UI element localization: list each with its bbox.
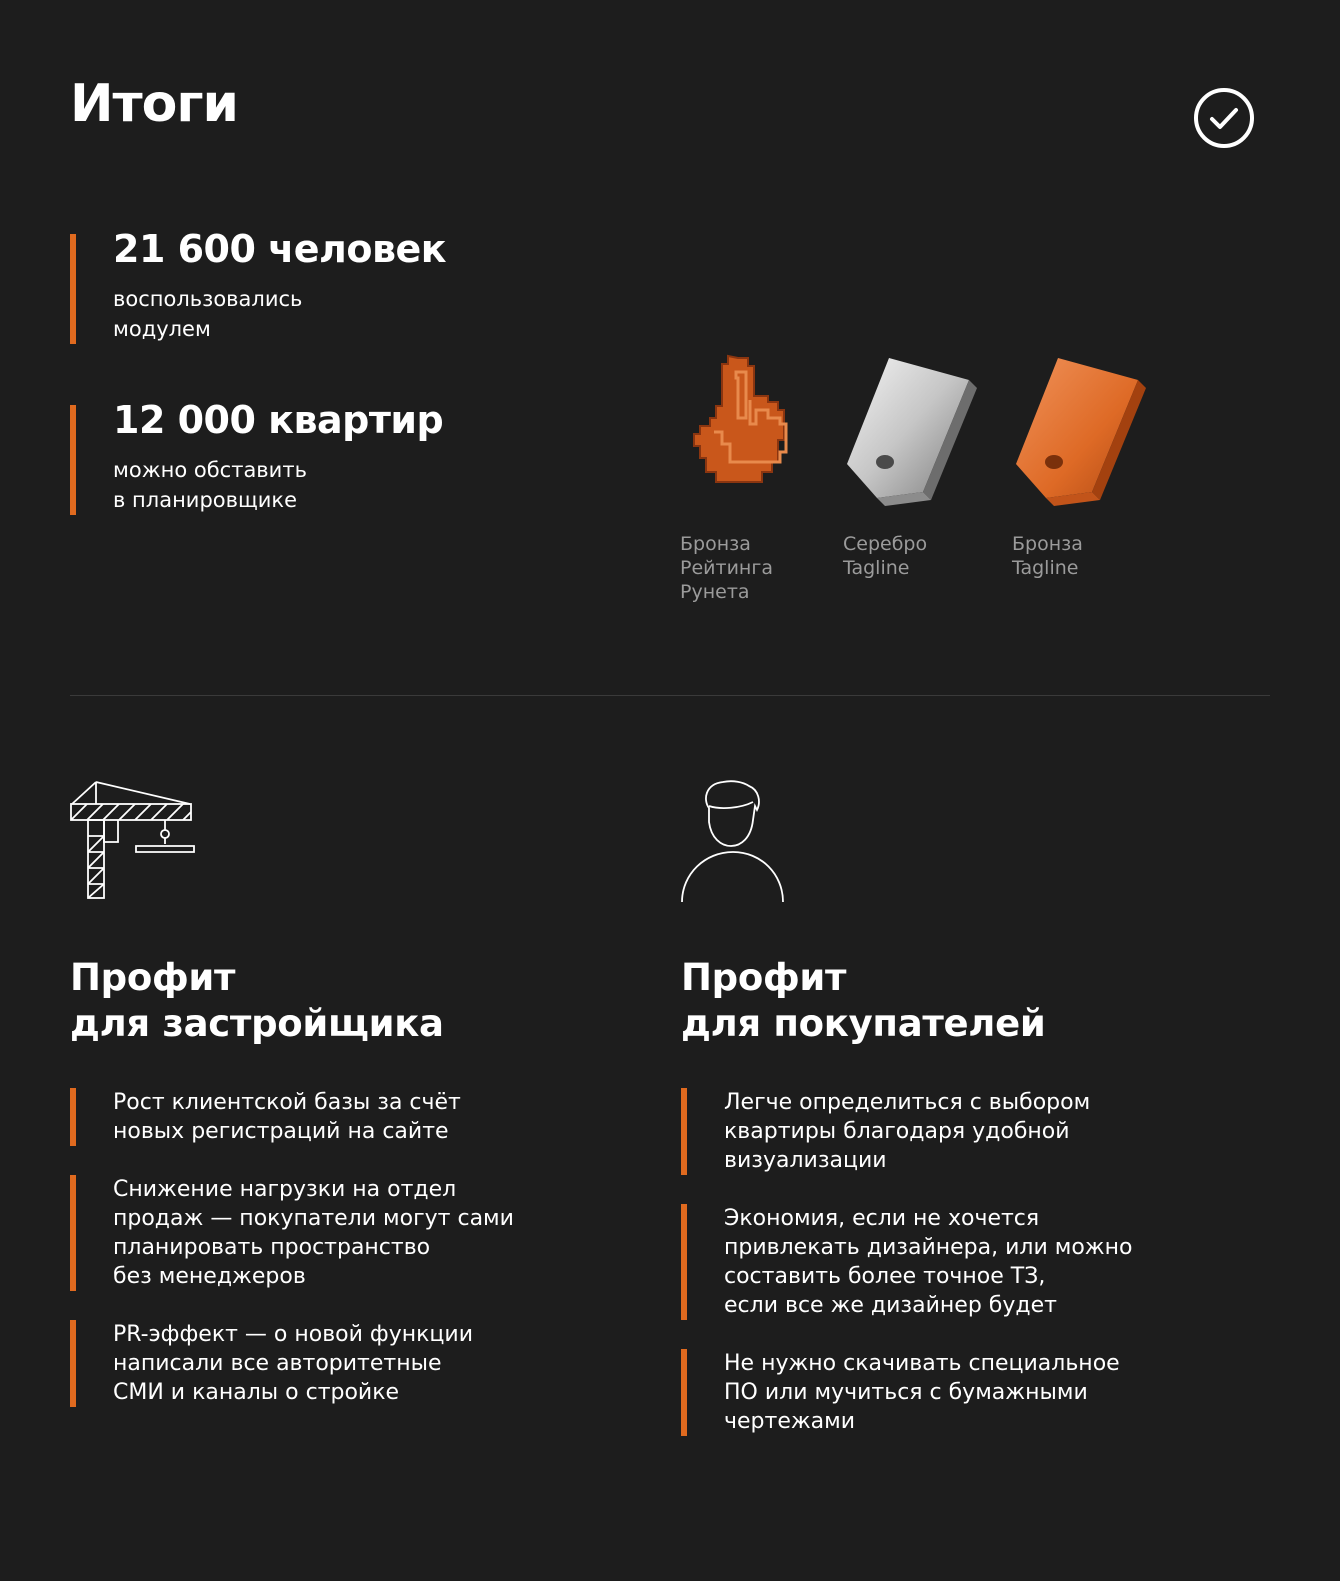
crane-icon — [70, 780, 195, 905]
buyers-title: Профит для покупателей — [681, 956, 1046, 1045]
stat-value: 21 600 человек — [113, 227, 447, 271]
developer-list — [70, 1088, 630, 1436]
award-tagline-silver — [843, 350, 993, 579]
stat-users — [70, 227, 447, 344]
page-title: Итоги — [70, 74, 238, 134]
award-label: Бронза Рейтинга Рунета — [680, 533, 773, 603]
award-tagline-bronze — [1012, 350, 1162, 579]
bronze-tag-icon — [1012, 350, 1152, 510]
stat-apartments — [70, 398, 444, 515]
person-icon — [681, 780, 786, 905]
list-item: PR-эффект — о новой функции написали все авторитетные СМИ и каналы о стройке — [70, 1320, 630, 1407]
buyers-column — [681, 780, 1241, 1434]
award-label: Бронза Tagline — [1012, 533, 1083, 579]
stat-caption: можно обставить в планировщике — [113, 458, 307, 512]
award-runet-bronze — [680, 350, 830, 603]
list-item: Не нужно скачивать специальное ПО или мучиться с бумажными чертежами — [681, 1349, 1241, 1436]
silver-tag-icon — [843, 350, 983, 510]
check-circle-icon — [1193, 87, 1255, 149]
pixel-hand-cursor-icon — [680, 350, 820, 510]
list-item: Легче определиться с выбором квартиры благодаря удобной визуализации — [681, 1088, 1241, 1175]
developer-title: Профит для застройщика — [70, 956, 444, 1045]
list-item: Снижение нагрузки на отдел продаж — покупатели могут сами планировать пространство без менеджеров — [70, 1175, 630, 1291]
list-item: Экономия, если не хочется привлекать дизайнера, или можно составить более точное ТЗ, если все же дизайнер будет — [681, 1204, 1241, 1320]
stat-caption: воспользовались модулем — [113, 287, 303, 341]
list-item: Рост клиентской базы за счёт новых регистраций на сайте — [70, 1088, 630, 1146]
award-label: Серебро Tagline — [843, 533, 928, 579]
developer-column — [70, 780, 630, 1405]
buyers-list — [681, 1088, 1241, 1465]
divider — [70, 695, 1270, 696]
stat-value: 12 000 квартир — [113, 398, 444, 442]
